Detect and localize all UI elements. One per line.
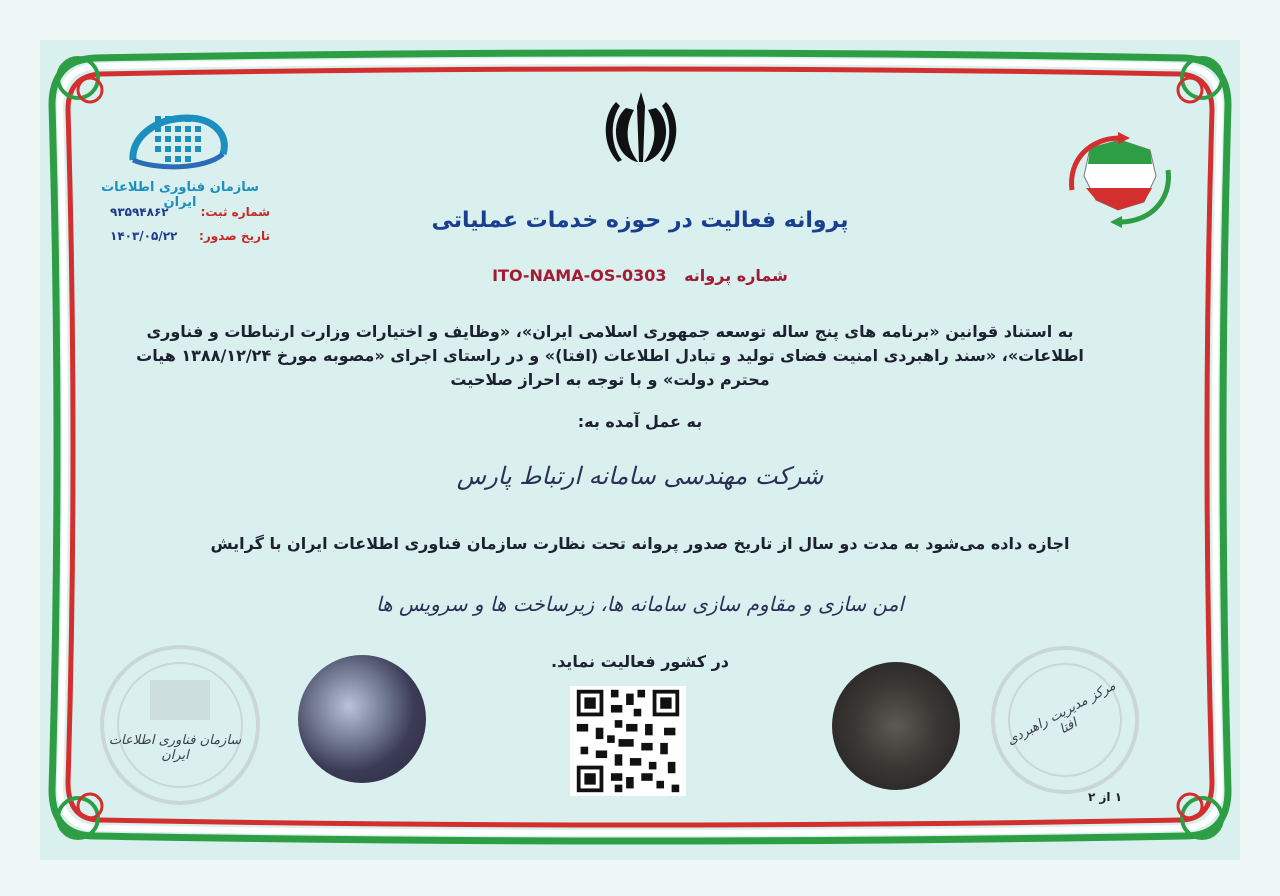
- right-stamp-caption: مرکز مدیریت راهبردی افتا: [1004, 678, 1119, 749]
- activity-text: در کشور فعالیت نماید.: [550, 652, 730, 671]
- left-stamp-icon: [90, 640, 270, 810]
- registration-info: [110, 205, 270, 253]
- ito-logo: [95, 108, 265, 210]
- hologram-seal-right: [832, 662, 960, 790]
- iran-emblem-icon: [596, 88, 686, 172]
- left-stamp-caption: سازمان فناوری اطلاعات ایران: [108, 733, 242, 763]
- hologram-seal-left: [298, 655, 426, 783]
- license-number: ITO-NAMA-OS-0303: [492, 266, 667, 285]
- qr-code-icon[interactable]: [570, 686, 686, 796]
- scope-text: امن سازی و مقاوم سازی سامانه ها، زیرساخت ها و سرویس ها: [376, 592, 904, 616]
- legal-basis-text: به استناد قوانین «برنامه های پنج ساله توسعه جمهوری اسلامی ایران»، «وظایف و اختیارات وزارت ارتباطات و فناوری اطلاعات»، «سند راهبردی امنیت فضای تولید و تبادل اطلاعات (افتا)» و در راستای اجرای «مصوبه مورخ ۱۳۸۸/۱۲/۲۴ هیات محترم دولت» و با توجه به احراز صلاحیت: [136, 322, 1084, 389]
- registration-label: شماره ثبت:: [200, 205, 270, 219]
- page-number: ۱ از ۲: [1087, 790, 1123, 804]
- awarded-to-label: به عمل آمده به:: [577, 412, 703, 431]
- license-label: شماره پروانه: [684, 266, 788, 285]
- registration-number: ۹۳۵۹۴۸۶۲: [110, 205, 169, 219]
- ito-globe-icon: [125, 108, 235, 176]
- issue-date-label: تاریخ صدور:: [199, 229, 270, 243]
- registration-row: [110, 205, 270, 219]
- certificate-title: پروانه فعالیت در حوزه خدمات عملیاتی: [431, 208, 849, 233]
- issue-date: ۱۴۰۳/۰۵/۲۲: [110, 229, 178, 243]
- organization-name: سازمان فناوری اطلاعات ایران: [101, 180, 259, 210]
- company-name: شرکت مهندسی سامانه ارتباط پارس: [456, 462, 824, 490]
- permission-text: اجازه داده می‌شود به مدت دو سال از تاریخ صدور پروانه تحت نظارت سازمان فناوری اطلاعات ایران با گرایش: [210, 534, 1070, 553]
- body-paragraph: [120, 320, 1100, 412]
- license-number-line: [340, 266, 940, 285]
- iran-map-logo-icon: [1060, 130, 1180, 230]
- issue-date-row: [110, 229, 270, 243]
